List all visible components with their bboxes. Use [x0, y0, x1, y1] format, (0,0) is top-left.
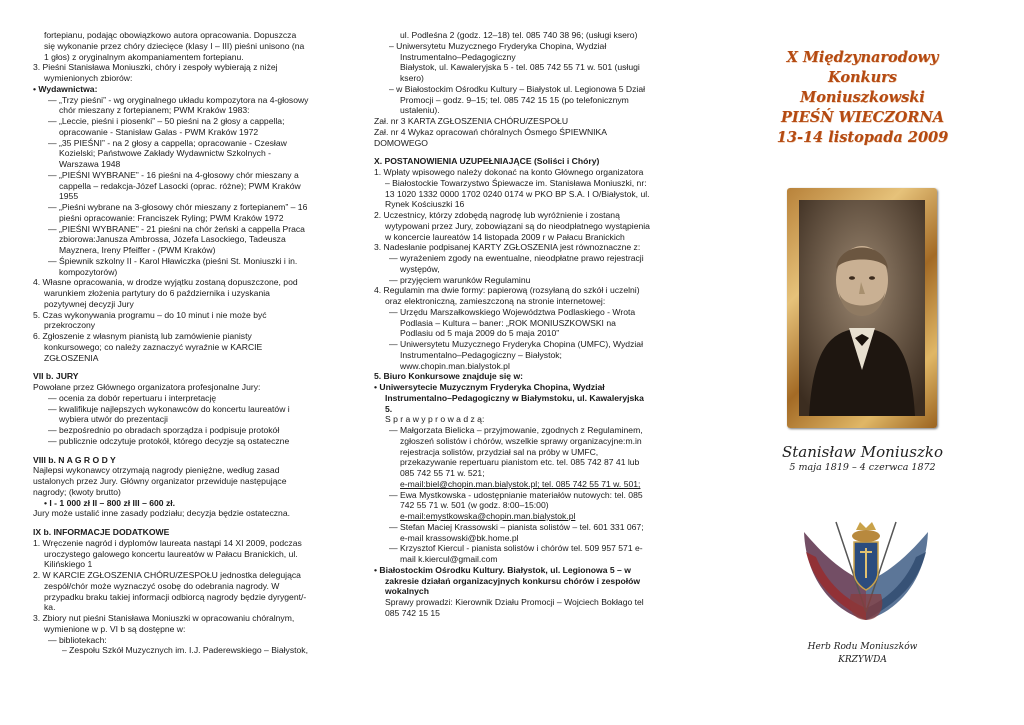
coat-of-arms-icon: [796, 512, 936, 630]
list-item: — „Leccie, pieśni i piosenki” – 50 pieśni na 2 głosy a cappella; opracowanie - Stanisław Galas - PWM Kraków 1972: [48, 116, 285, 137]
paragraph: Białystok, ul. Kawaleryjska 5 - tel. 085 742 55 71 w. 501 (usługi ksero): [400, 62, 640, 83]
paragraph: fortepianu, podając obowiązkowo autora opracowania. Dopuszcza się wykonanie przez chóry dziecięce (klasy I – III) pieśni unisono (na 1 głos) z oryginalnym akompaniamentem fortepianu.: [44, 30, 305, 62]
list-item: — „Trzy pieśni” - wg oryginalnego układu kompozytora na 4-głosowy chór mieszany z fortepianem; PWM Kraków 1983:: [48, 94, 309, 116]
list-item: 2. Uczestnicy, którzy zdobędą nagrodę lub wyróżnienie i zostaną wytypowani przez Jury, zobowiązani są do nieodpłatnego wystąpienia w koncercie laureatów 14 listopada 2009 r w Pałacu Branickich: [374, 210, 650, 242]
list-item: 3. Zbiory nut pieśni Stanisława Moniuszki w opracowaniu chóralnym, wymienione w p. VI b są dostępne w:: [33, 613, 295, 634]
prize-list: • I - 1 000 zł II – 800 zł III – 600 zł.: [44, 497, 176, 508]
paragraph: S p r a w y p r o w a d z ą:: [385, 414, 485, 425]
coat-caption: Herb Rodu Moniuszków: [807, 642, 918, 652]
list-item: 3. Pieśni Stanisława Moniuszki, chóry i zespoły wybierają z niżej wymienionych zbiorów:: [33, 62, 278, 83]
paragraph: Sprawy prowadzi: Kierownik Działu Promocji – Wojciech Bokłago tel 085 742 15 15: [385, 597, 644, 618]
list-item: — „PIEŚNI WYBRANE” - 16 pieśni na 4-głosowy chór mieszany a cappella – redakcja-Józef Lasocki (oprac. różne); PWM Kraków 1955: [48, 169, 301, 202]
list-item: • Uniwersytecie Muzycznym Fryderyka Chopina, Wydział Instrumentalno–Pedagogiczny w Białymstoku, ul. Kawaleryjska 5.: [374, 382, 644, 414]
list-item: • Białostockim Ośrodku Kultury. Białystok, ul. Legionowa 5 – w zakresie działań organizacyjnych konkursu chórów i zespołów wokalnych: [374, 564, 641, 597]
section-heading: VII b. JURY: [33, 371, 79, 382]
column-left: [33, 30, 309, 656]
list-item: — Krzysztof Kiercul - pianista solistów i chórów tel. 509 957 571 e-mail k.kiercul@gmail.com: [389, 543, 643, 564]
title-line: PIEŚŃ WIECZORNA: [781, 109, 944, 126]
list-item: — bibliotekach:: [48, 634, 107, 645]
paragraph: Powołane przez Głównego organizatora profesjonalne Jury:: [33, 382, 261, 392]
list-item: — Ewa Mystkowska - udostępnianie materiałów nutowych: tel. 085 742 55 71 w. 501 (w godz. 8:00–15:00): [389, 489, 643, 511]
list-item: — Śpiewnik szkolny II - Karol Hławiczka (pieśni St. Moniuszki i in. kompozytorów): [48, 255, 298, 277]
list-item: 4. Regulamin ma dwie formy: papierową (rozsyłaną do szkół i uczelni) oraz elektroniczną, zamieszczoną na stronie internetowej:: [374, 285, 640, 306]
list-item: — „Pieśni wybrane na 3-głosowy chór mieszany z fortepianem” – 16 pieśni opracowanie: Franciszek Ryling; PWM Kraków 1972: [48, 202, 308, 223]
list-item: — Stefan Maciej Krassowski – pianista solistów – tel. 601 331 067; e-mail krassowski@bk.home.pl: [389, 521, 644, 543]
list-item: — publicznie odczytuje protokół, którego decyzje są ostateczne: [48, 435, 290, 446]
list-item: 2. W KARCIE ZGŁOSZENIA CHÓRU/ZESPOŁU jednostka delegująca zespół/chór może wyznaczyć osobę do odebrania nagrody. W przypadku braku takiej informacji odbiorcą nagrody będzie dyrygent/-ka.: [33, 570, 307, 613]
list-item: 4. Własne opracowania, w drodze wyjątku zostaną dopuszczone, pod warunkiem złożenia partytury do 6 października i uzyskania pozytywnej decyzji Jury: [33, 277, 298, 309]
list-item: — Uniwersytetu Muzycznego Fryderyka Chopina (UMFC), Wydział Instrumentalno–Pedagogiczny – Białystok; www.chopin.man.bialystok.pl: [389, 339, 643, 371]
paragraph: ul. Podleśna 2 (godz. 12–18) tel. 085 740 38 96; (usługi ksero): [400, 30, 638, 40]
list-item: — przyjęciem warunków Regulaminu: [389, 274, 531, 285]
title-block: [770, 48, 955, 148]
title-line: Konkurs Moniuszkowski: [800, 69, 925, 106]
section-heading: X. POSTANOWIENIA UZUPEŁNIAJĄCE (Soliści i Chóry): [374, 156, 600, 167]
list-item: — wyrażeniem zgody na ewentualne, nieodpłatne prawo rejestracji występów,: [389, 253, 644, 274]
list-item: 1. Wpłaty wpisowego należy dokonać na konto Głównego organizatora – Białostockie Towarzystwo Śpiewacze im. Stanisława Moniuszki, nr: 13 1020 1332 0000 1702 0240 0174 w PKO BP S.A. I O/Białystok, ul. Rynek Kościuszki 16: [374, 167, 650, 210]
list-item: – w Białostockim Ośrodku Kultury – Białystok ul. Legionowa 5 Dział Promocji – godz. 9–15; tel. 085 742 15 15 (po telefonicznym ustaleniu).: [389, 83, 646, 116]
list-item: — Urzędu Marszałkowskiego Województwa Podlaskiego - Wrota Podlasia – Kultura – baner: „ROK MONIUSZKOWSKI na Podlasiu od 5 maja 2009 do 5 maja 2010”: [389, 306, 636, 339]
list-item: — bezpośrednio po obradach sporządza i podpisuje protokół: [48, 425, 280, 435]
section-heading: IX b. INFORMACJE DODATKOWE: [33, 527, 170, 537]
paragraph: Najlepsi wykonawcy otrzymają nagrody pieniężne, według zasad ustalonych przez Jury. Główny organizator przewiduje następujące nagrody; (kwoty brutto): [33, 465, 287, 497]
attachment-line: Zał. nr 3 KARTA ZGŁOSZENIA CHÓRU/ZESPOŁU: [374, 116, 569, 126]
portrait-image: [799, 200, 925, 416]
list-item: — kwalifikuje najlepszych wykonawców do koncertu laureatów i wybiera utwór do prezentacji: [48, 403, 290, 425]
coat-caption-name: KRZYWDA: [838, 655, 887, 665]
paragraph: Jury może ustalić inne zasady podziału; decyzja będzie ostateczna.: [33, 508, 290, 519]
list-item: — „35 PIEŚNI” - na 2 głosy a cappella; opracowanie - Czesław Kozielski; Państwowe Zakłady Wydawnictw Szkolnych - Warszawa 1948: [48, 137, 287, 169]
list-item: 6. Zgłoszenie z własnym pianistą lub zamówienie pianisty konkursowego; co należy zaznaczyć wyraźnie w KARCIE ZGŁOSZENIA: [33, 331, 263, 363]
list-item: • Wydawnictwa:: [33, 83, 98, 94]
list-item: — „PIEŚNI WYBRANE” - 21 pieśni na chór żeński a cappella Praca zbiorowa:Janusza Ambrossa, Józefa Lasockiego, Tadeusza Mayznera, Ireny Pfeiffer - (PWM Kraków): [48, 223, 305, 255]
list-item: 3. Nadesłanie podpisanej KARTY ZGŁOSZENIA jest równoznaczne z:: [374, 242, 641, 253]
portrait-frame: [787, 188, 937, 428]
list-item: 1. Wręczenie nagród i dyplomów laureata nastąpi 14 XI 2009, podczas uroczystego galowego koncertu laureatów w Pałacu Branickich, ul. Kilińskiego 1: [33, 537, 302, 570]
title-line: 13-14 listopada 2009: [776, 129, 949, 146]
section-heading: VIII b. N A G R O D Y: [33, 454, 116, 465]
list-item: – Zespołu Szkół Muzycznych im. I.J. Paderewskiego – Białystok,: [62, 645, 308, 656]
list-item: — Małgorzata Bielicka – przyjmowanie, zgodnych z Regulaminem, zgłoszeń solistów i chórów, wszelkie sprawy organizacyjne:m.in rejestracja solistów, przydział sal na próby w UMFC, przekazywanie repertuaru pianistom etc. tel. 085 742 87 41 lub 085 742 55 71 w. 521;: [389, 425, 643, 478]
portrait-caption-name: Stanisław Moniuszko: [781, 443, 944, 461]
title-line: X Międzynarodowy: [786, 49, 939, 66]
list-item: 5. Czas wykonywania programu – do 10 minut i nie może być przekroczony: [33, 309, 267, 331]
email-link[interactable]: e-mail:emystkowska@chopin.man.bialystok.pl: [400, 511, 576, 521]
portrait-caption-dates: 5 maja 1819 – 4 czerwca 1872: [789, 462, 936, 473]
email-link[interactable]: e-mail:biel@chopin.man.bialystok.pl; tel. 085 742 55 71 w. 501;: [400, 478, 641, 489]
attachment-line: Zał. nr 4 Wykaz opracowań chóralnych Ósmego ŚPIEWNIKA DOMOWEGO: [374, 126, 607, 148]
list-item: – Uniwersytetu Muzycznego Fryderyka Chopina, Wydział Instrumentalno–Pedagogiczny: [389, 40, 607, 62]
list-item: — ocenia za dobór repertuaru i interpretację: [48, 392, 217, 403]
portrait-icon: [799, 200, 925, 416]
list-item: 5. Biuro Konkursowe znajduje się w:: [374, 371, 523, 382]
column-middle: [374, 30, 650, 619]
